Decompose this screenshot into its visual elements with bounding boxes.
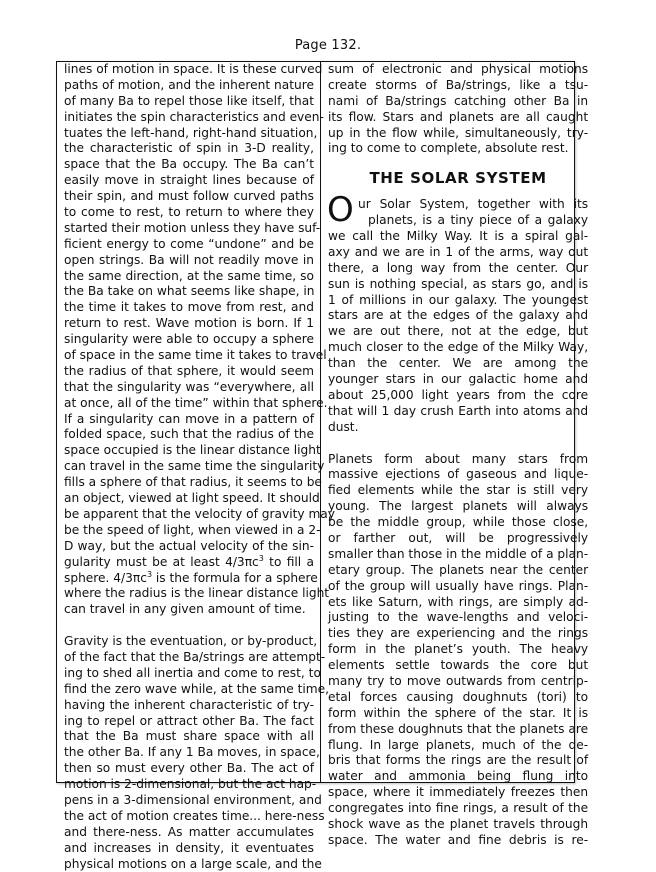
right-paragraph-2 xyxy=(328,229,588,436)
text-line: ing to repel or attract other Ba. The fact xyxy=(64,713,314,728)
left-column xyxy=(57,62,335,871)
formula-text: to fill a xyxy=(263,554,314,569)
text-line: ties they are experiencing and the rings xyxy=(328,626,589,641)
formula-exponent: 3 xyxy=(146,569,153,579)
text-line: of space in the same time it takes to travel xyxy=(64,348,327,363)
text-line: massive ejections of gaseous and lique- xyxy=(328,467,589,482)
text-line: we are out there, not at the edge, but xyxy=(328,324,589,339)
text-line: pens in a 3-dimensional environment, and xyxy=(64,792,322,807)
text-line: the other Ba. If any 1 Ba moves, in space, xyxy=(64,745,320,760)
text-line: that will 1 day crush Earth into atoms and xyxy=(328,403,589,418)
page-number: Page 132. xyxy=(294,38,362,53)
text-line: ets like Saturn, with rings, are simply ad- xyxy=(328,594,589,609)
text-line: create storms of Ba/strings, like a tsu- xyxy=(328,77,589,92)
text-line: motion is 2-dimensional, but the act hap- xyxy=(64,777,317,792)
text-line: there, a long way from the center. Our xyxy=(328,260,589,275)
left-paragraph-1-tail xyxy=(64,586,330,618)
text-line: form in the planet’s youth. The heavy xyxy=(328,642,589,657)
text-line: and increases in density, it eventuates xyxy=(64,840,314,855)
text-line: of the fact that the Ba/strings are attempt- xyxy=(64,649,326,664)
text-line: the characteristic of spin in 3-D reality, xyxy=(64,141,314,156)
text-line: many try to move outwards from centrip- xyxy=(328,673,589,688)
text-line: etal forces causing doughnuts (tori) to xyxy=(328,689,589,704)
text-line: young. The largest planets will always xyxy=(328,499,589,514)
text-line: at once, all of the time” within that sphere. xyxy=(64,395,328,410)
text-line: congregates into fine rings, a result of the xyxy=(328,801,589,816)
text-line: D way, but the actual velocity of the sin- xyxy=(64,538,314,553)
text-line: its flow. Stars and planets are all caught xyxy=(328,109,589,124)
text-line: sum of electronic and physical motions xyxy=(328,62,589,76)
text-line: younger stars in our galactic home and xyxy=(328,372,589,387)
text-line: their spin, and must follow curved paths xyxy=(64,189,314,204)
text-line: started their motion unless they have suf- xyxy=(64,220,321,235)
formula-line xyxy=(64,569,318,587)
text-line: singularity were able to occupy a sphere xyxy=(64,332,314,347)
formula-exponent: 3 xyxy=(258,553,264,563)
text-line: be the speed of light, when viewed in a 2- xyxy=(64,522,321,537)
text-line: fied elements while the star is still very xyxy=(328,483,589,498)
text-line: shock wave as the planet travels through xyxy=(328,816,589,831)
text-line: water and ammonia being flung into xyxy=(328,769,589,784)
text-line: initiates the spin characteristics and even- xyxy=(64,109,324,124)
formula-line xyxy=(64,555,314,571)
text-line: ing to shed all inertia and come to rest, to xyxy=(64,665,321,680)
text-line: that the Ba must share space with all xyxy=(64,729,314,744)
text-line: the act of motion creates time... here-ness xyxy=(64,808,325,823)
text-line: dust. xyxy=(328,419,359,434)
text-line: open strings. Ba will not readily move in xyxy=(64,252,314,267)
text-line: space. The water and fine debris is re- xyxy=(328,832,589,847)
text-line: smaller than those in the middle of a plan- xyxy=(328,546,589,561)
formula-text: sphere. 4/3πc xyxy=(64,570,147,585)
section-heading: THE SOLAR SYSTEM xyxy=(369,169,547,188)
text-line: etary group. The planets near the center xyxy=(328,562,589,577)
text-line: the radius of that sphere, it would seem xyxy=(64,363,314,378)
text-line: planets, is a tiny piece of a galaxy xyxy=(368,213,589,228)
text-line: axy and we are in 1 of the arms, way out xyxy=(328,244,589,259)
text-line: can travel in any given amount of time. xyxy=(64,602,306,617)
paragraph-gap xyxy=(64,618,314,634)
left-paragraph-1 xyxy=(64,62,335,555)
text-line: 1 of millions in our galaxy. The youngest xyxy=(328,292,589,307)
paragraph-gap xyxy=(328,436,588,452)
text-line: the Ba take on what seems like shape, in xyxy=(64,284,315,299)
text-line: much closer to the edge of the Milky Way, xyxy=(328,340,589,355)
text-line: lines of motion in space. It is these curved xyxy=(64,62,323,76)
text-line: folded space, such that the radius of the xyxy=(64,427,314,442)
text-line: be apparent that the velocity of gravity may xyxy=(64,506,335,521)
text-line: that the singularity was “everywhere, all xyxy=(64,379,314,394)
text-line: or farther out, will be progressively xyxy=(328,530,589,545)
text-line: justing to the wave-lengths and veloci- xyxy=(328,610,589,625)
text-line: then so must every other Ba. The act of xyxy=(64,761,314,776)
text-line: nami of Ba/strings catching other Ba in xyxy=(328,93,589,108)
text-line: an object, viewed at light speed. It should xyxy=(64,491,320,506)
text-line: of the group will usually have rings. Plan- xyxy=(328,578,589,593)
drop-cap: O xyxy=(327,190,354,231)
right-column xyxy=(321,62,595,847)
text-line: can travel in the same time the singularity xyxy=(64,459,325,474)
text-line: about 25,000 light years from the core xyxy=(328,387,589,402)
text-line: and there-ness. As matter accumulates xyxy=(64,824,314,839)
text-line: space, where it immediately freezes then xyxy=(328,785,589,800)
right-paragraph-1 xyxy=(328,62,588,157)
text-line: Gravity is the eventuation, or by-product, xyxy=(64,634,318,649)
text-line: flung. In large planets, much of the de- xyxy=(328,737,589,752)
text-line: stars are at the edges of the galaxy and xyxy=(328,308,589,323)
text-line: having the inherent characteristic of try- xyxy=(64,697,314,712)
text-line: bris that forms the rings are the result of xyxy=(328,753,589,768)
formula-text: is the formula for a sphere xyxy=(152,570,318,585)
left-paragraph-2 xyxy=(64,634,330,872)
formula-text: gularity must be at least 4/3πc xyxy=(64,554,259,569)
text-line: easily move in straight lines because of xyxy=(64,173,314,188)
text-line: elements settle towards the core but xyxy=(328,658,589,673)
text-line: up in the flow while, simultaneously, try- xyxy=(328,125,589,140)
text-line: space occupied is the linear distance light xyxy=(64,443,321,458)
text-line: ing to come to complete, absolute rest. xyxy=(328,141,569,156)
text-line: than the center. We are among the xyxy=(328,356,589,371)
text-line: where the radius is the linear distance light xyxy=(64,586,330,601)
text-line: we call the Milky Way. It is a spiral gal- xyxy=(328,229,589,244)
text-line: the time it takes to move from rest, and xyxy=(64,300,314,315)
text-line: form within the sphere of the star. It is xyxy=(328,705,589,720)
text-line: Planets form about many stars from xyxy=(328,451,589,466)
text-line: return to rest. Wave motion is born. If 1 xyxy=(64,316,314,331)
text-line: the same direction, at the same time, so xyxy=(64,268,314,283)
text-line: sun is nothing special, as stars go, and is xyxy=(328,276,589,291)
text-line: space that the Ba occupy. The Ba can’t xyxy=(64,157,314,172)
text-frame xyxy=(56,61,589,871)
text-line: paths of motion, and the inherent nature xyxy=(64,77,314,92)
text-line: to come to rest, to return to where they xyxy=(64,205,314,220)
text-line: from these doughnuts that the planets are xyxy=(328,721,589,736)
right-paragraph-3 xyxy=(328,452,588,849)
text-line: ficient energy to come “undone” and be xyxy=(64,236,314,251)
text-line: physical motions on a large scale, and the xyxy=(64,856,322,871)
text-line: be the middle group, while those close, xyxy=(328,515,589,530)
text-line: fills a sphere of that radius, it seems to be xyxy=(64,475,322,490)
text-line: tuates the left-hand, right-hand situation, xyxy=(64,125,318,140)
text-line: find the zero wave while, at the same time, xyxy=(64,681,330,696)
text-line: of many Ba to repel those like itself, that xyxy=(64,93,314,108)
text-line: If a singularity can move in a pattern of xyxy=(64,411,314,426)
text-line: ur Solar System, together with its xyxy=(358,197,589,212)
